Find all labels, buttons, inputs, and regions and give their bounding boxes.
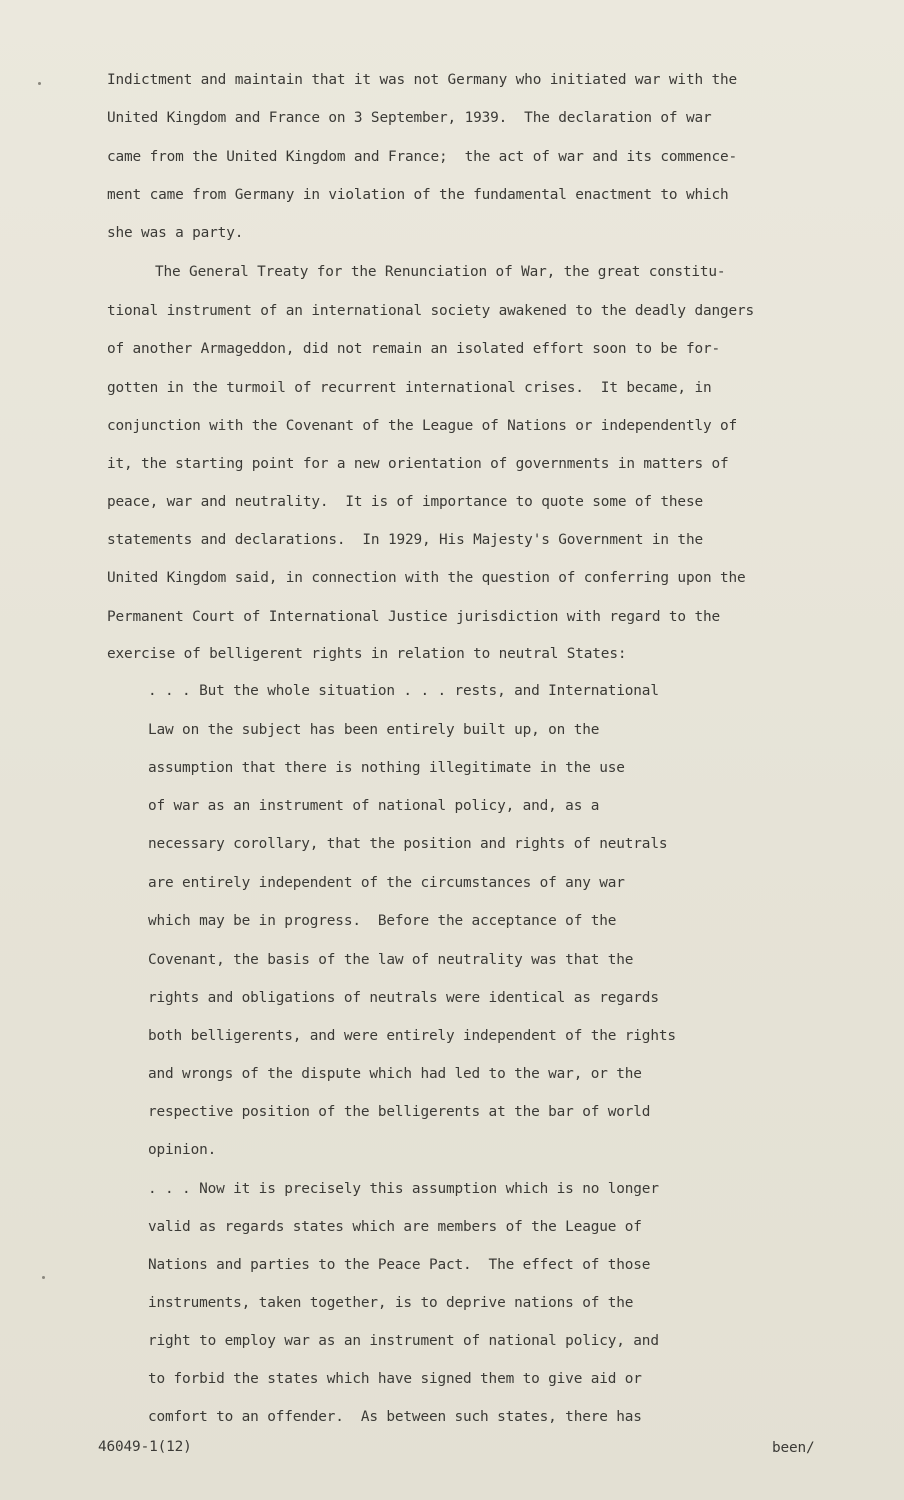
- paragraph-1-line: United Kingdom and France on 3 September, 1939. The declaration of war: [107, 110, 712, 126]
- quote-2-line: to forbid the states which have signed them to give aid or: [148, 1371, 642, 1387]
- paragraph-2-line: gotten in the turmoil of recurrent international crises. It became, in: [107, 380, 712, 396]
- quote-1-line: rights and obligations of neutrals were identical as regards: [148, 990, 659, 1006]
- quote-1-line: assumption that there is nothing illegitimate in the use: [148, 760, 625, 776]
- quote-1-line: Law on the subject has been entirely built up, on the: [148, 722, 600, 738]
- catchword: been/: [772, 1440, 815, 1456]
- paragraph-2-line: Permanent Court of International Justice jurisdiction with regard to the: [107, 609, 721, 625]
- quote-1-line: necessary corollary, that the position and rights of neutrals: [148, 836, 668, 852]
- quote-1-line: . . . But the whole situation . . . rests, and International: [148, 683, 659, 699]
- quote-1-line: both belligerents, and were entirely independent of the rights: [148, 1028, 676, 1044]
- quote-2-line: Nations and parties to the Peace Pact. The effect of those: [148, 1257, 651, 1273]
- quote-1-line: which may be in progress. Before the acceptance of the: [148, 913, 617, 929]
- paragraph-2-line: peace, war and neutrality. It is of importance to quote some of these: [107, 494, 703, 510]
- quote-2-line: . . . Now it is precisely this assumption which is no longer: [148, 1181, 659, 1197]
- quote-1-line: Covenant, the basis of the law of neutrality was that the: [148, 952, 634, 968]
- paragraph-1-line: she was a party.: [107, 225, 244, 241]
- quote-1-line: respective position of the belligerents at the bar of world: [148, 1104, 651, 1120]
- quote-2-line: valid as regards states which are members of the League of: [148, 1219, 642, 1235]
- paragraph-2-line: it, the starting point for a new orientation of governments in matters of: [107, 456, 729, 472]
- quote-2-line: comfort to an offender. As between such states, there has: [148, 1409, 642, 1425]
- quote-1-line: of war as an instrument of national policy, and, as a: [148, 798, 600, 814]
- paragraph-2-line: of another Armageddon, did not remain an isolated effort soon to be for-: [107, 341, 721, 357]
- quote-1-line: opinion.: [148, 1142, 217, 1158]
- paragraph-2-line: United Kingdom said, in connection with the question of conferring upon the: [107, 570, 746, 586]
- paragraph-2-line: exercise of belligerent rights in relation to neutral States:: [107, 646, 627, 662]
- paragraph-2-line: conjunction with the Covenant of the League of Nations or independently of: [107, 418, 738, 434]
- paragraph-1-line: came from the United Kingdom and France; the act of war and its commence-: [107, 149, 738, 165]
- margin-mark: [38, 82, 41, 85]
- paragraph-2-line: The General Treaty for the Renunciation of War, the great constitu-: [155, 264, 726, 280]
- paragraph-1-line: ment came from Germany in violation of the fundamental enactment to which: [107, 187, 729, 203]
- quote-2-line: right to employ war as an instrument of national policy, and: [148, 1333, 659, 1349]
- margin-mark: [42, 1276, 45, 1279]
- quote-1-line: and wrongs of the dispute which had led to the war, or the: [148, 1066, 642, 1082]
- quote-1-line: are entirely independent of the circumstances of any war: [148, 875, 625, 891]
- quote-2-line: instruments, taken together, is to deprive nations of the: [148, 1295, 634, 1311]
- document-number: 46049-1(12): [98, 1439, 192, 1455]
- paragraph-2-line: statements and declarations. In 1929, His Majesty's Government in the: [107, 532, 703, 548]
- paragraph-2-line: tional instrument of an international society awakened to the deadly dangers: [107, 303, 755, 319]
- paragraph-1-line: Indictment and maintain that it was not Germany who initiated war with the: [107, 72, 738, 88]
